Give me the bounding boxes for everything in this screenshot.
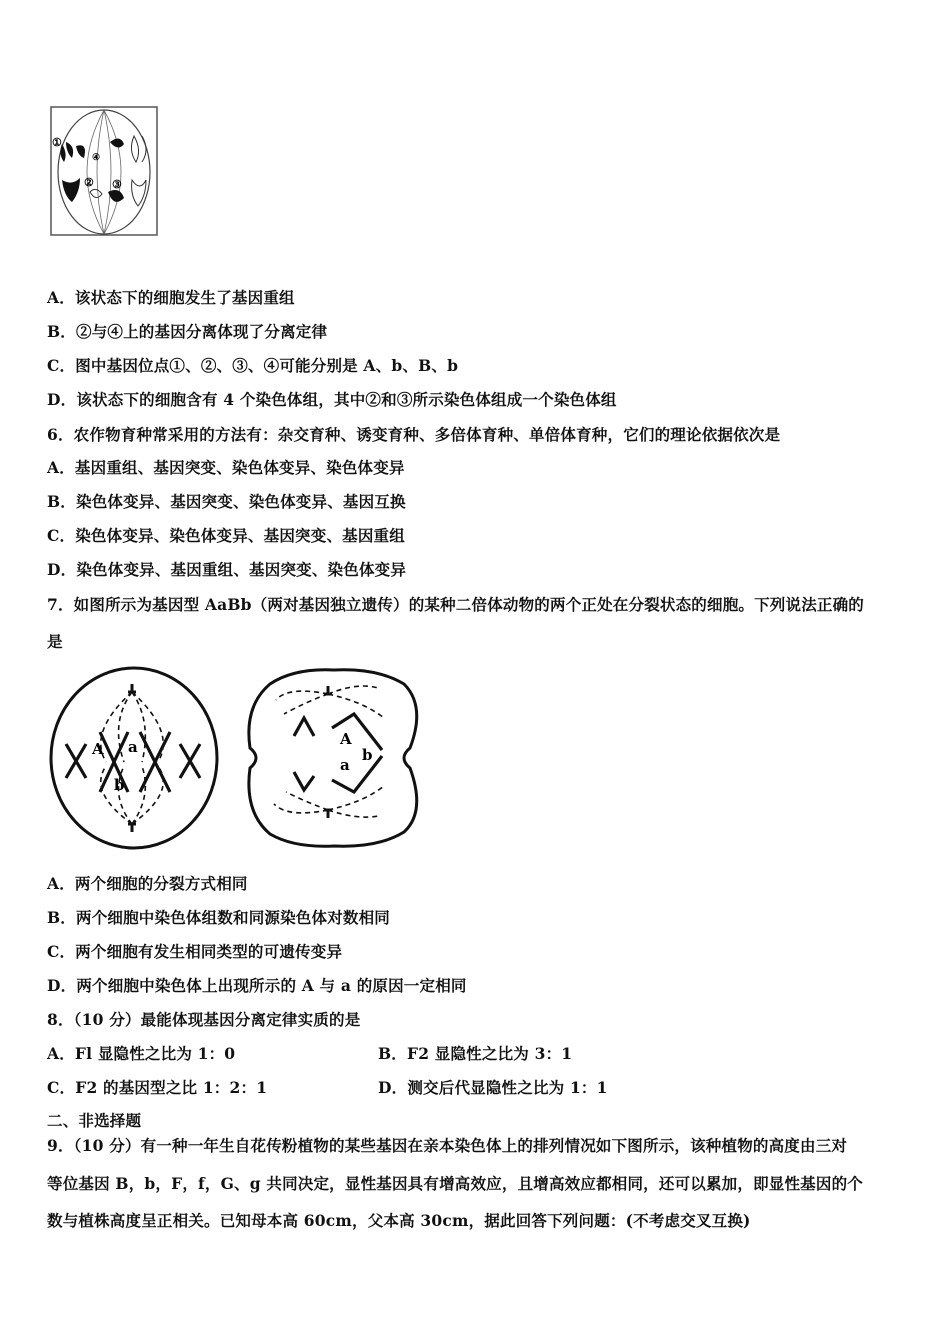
q9-line3: 数与植株高度呈正相关。已知母本高 60cm，父本高 30cm，据此回答下列问题：(不考虑交叉互换) (47, 1211, 751, 1230)
cell-outline (58, 110, 150, 234)
chromosome (66, 142, 73, 158)
cell1-label-a: a (128, 738, 138, 756)
figure-cell-division-2 (48, 662, 428, 854)
q8-option-c: C．F2 的基因型之比 1：2：1 (47, 1078, 268, 1097)
centrosome-top (128, 684, 136, 692)
q5-option-b: B．②与④上的基因分离体现了分离定律 (47, 322, 328, 341)
centrosome-bottom (128, 824, 136, 832)
q7-option-b: B．两个细胞中染色体组数和同源染色体对数相同 (47, 908, 391, 927)
q5-option-d: D．该状态下的细胞含有 4 个染色体组，其中②和③所示染色体组成一个染色体组 (47, 390, 617, 409)
locus-label-2: ② (84, 176, 94, 189)
cell2-label-a: a (340, 756, 350, 774)
q6-option-d: D．染色体变异、基因重组、基因突变、染色体变异 (47, 560, 407, 579)
q9-line1: 9．（10 分）有一种一年生自花传粉植物的某些基因在亲本染色体上的排列情况如下图所示，该种植物的高度由三对 (47, 1136, 848, 1155)
q8-option-a: A．Fl 显隐性之比为 1：0 (47, 1044, 236, 1063)
cell1-label-A: A (92, 740, 104, 758)
chromosome (108, 190, 124, 202)
q6-option-b: B．染色体变异、基因突变、染色体变异、基因互换 (47, 492, 406, 511)
q5-option-c: C．图中基因位点①、②、③、④可能分别是 A、b、B、b (47, 356, 459, 375)
chromosome-x1 (66, 744, 86, 778)
q8-stem: 8．（10 分）最能体现基因分离定律实质的是 (47, 1010, 361, 1029)
q8-option-b: B．F2 显隐性之比为 3：1 (378, 1044, 573, 1063)
chromosome (90, 189, 102, 197)
q9-line2: 等位基因 B，b，F，f，G、g 共同决定，显性基因具有增高效应，且增高效应都相同，还可以累加，即显性基因的个 (47, 1174, 863, 1193)
chromosome (62, 178, 80, 202)
q8-option-d: D．测交后代显隐性之比为 1：1 (378, 1078, 608, 1097)
spindle (87, 110, 121, 234)
q7-stem-line1: 7．如图所示为基因型 AaBb（两对基因独立遗传）的某种二倍体动物的两个正处在分裂状态的细胞。下列说法正确的 (47, 595, 864, 614)
chromosome-x4 (180, 744, 200, 778)
q7-stem-line2: 是 (47, 632, 63, 651)
chromosome-v1 (294, 718, 314, 736)
cell2-label-A: A (340, 730, 352, 748)
chromosome (142, 136, 146, 162)
cell2-label-b: b (362, 746, 373, 764)
q7-option-a: A．两个细胞的分裂方式相同 (47, 874, 248, 893)
q7-option-d: D．两个细胞中染色体上出现所示的 A 与 a 的原因一定相同 (47, 976, 467, 995)
q6-stem: 6．农作物育种常采用的方法有：杂交育种、诱变育种、多倍体育种、单倍体育种，它们的理论依据依次是 (47, 425, 781, 444)
chromosome (131, 136, 138, 162)
cell1-label-b: b (114, 776, 125, 794)
q5-option-a: A．该状态下的细胞发生了基因重组 (47, 288, 295, 307)
q6-option-c: C．染色体变异、染色体变异、基因突变、基因重组 (47, 526, 405, 545)
cell-2-outline (249, 670, 417, 846)
chromosome (76, 145, 85, 158)
locus-label-1: ① (52, 136, 62, 149)
section-2-heading: 二、非选择题 (47, 1111, 142, 1130)
chromosome-v3 (294, 772, 314, 790)
locus-label-3: ③ (112, 178, 122, 191)
locus-label-4: ④ (92, 153, 101, 163)
figure-border (51, 107, 157, 235)
q6-option-a: A．基因重组、基因突变、染色体变异、染色体变异 (47, 458, 405, 477)
q7-option-c: C．两个细胞有发生相同类型的可遗传变异 (47, 942, 343, 961)
figure-cell-division-1 (50, 106, 160, 238)
chromosome (110, 138, 124, 147)
chromosome-x3 (140, 732, 170, 792)
